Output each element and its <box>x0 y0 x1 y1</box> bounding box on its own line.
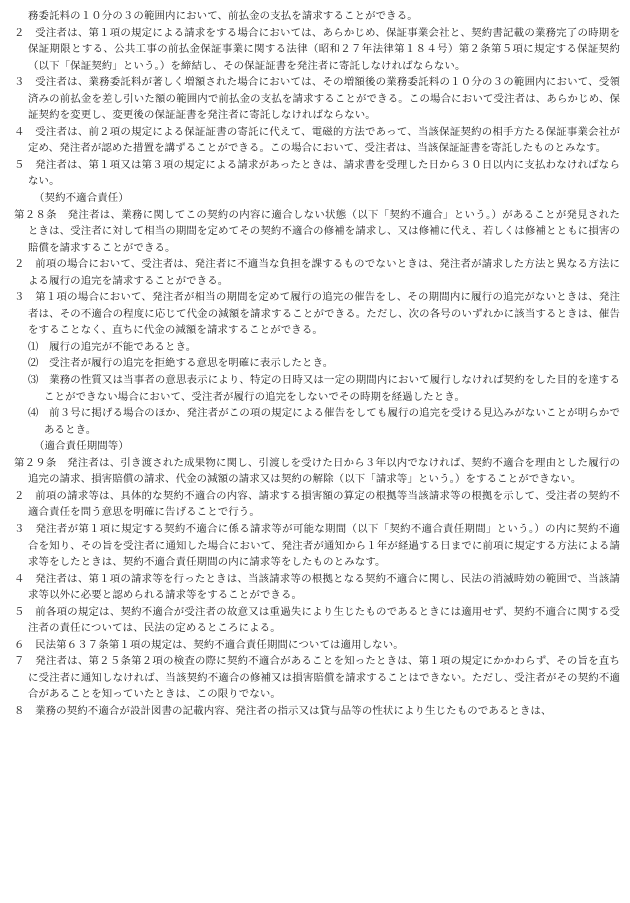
clause-paragraph: ３ 第１項の場合において、発注者が相当の期間を定めて履行の追完の催告をし、その期間内に履行の追完がないときは、発注者は、その不適合の程度に応じて代金の減額を請求することができる。ただし、次の各号のいずれかに該当するときは、催告をすることなく、直ちに代金の減額を請求することができる。 <box>14 291 620 337</box>
sub-item: ⑷ 前３号に掲げる場合のほか、発注者がこの項の規定による催告をしても履行の追完を受ける見込みがないことが明らかであるとき。 <box>28 407 620 436</box>
clause-paragraph: ６ 民法第６３７条第１項の規定は、契約不適合責任期間については適用しない。 <box>14 638 404 651</box>
article-paragraph: 第２８条 発注者は、業務に関してこの契約の内容に適合しない状態（以下「契約不適合」という。）があることが発見されたときは、受注者に対して相当の期間を定めてその契約不適合の修補を請求し、又は修補に代え、若しくは修補とともに損害の賠償を請求することができる。 <box>14 208 620 254</box>
clause-paragraph: ４ 受注者は、前２項の規定による保証証書の寄託に代えて、電磁的方法であって、当該保証契約の相手方たる保証事業会社が定め、発注者が認めた措置を講ずることができる。この場合において、受注者は、当該保証証書を寄託したものとみなす。 <box>14 125 620 155</box>
section-heading: （適合責任期間等） <box>34 440 129 453</box>
clause-paragraph: ３ 受注者は、業務委託料が著しく増額された場合においては、その増額後の業務委託料の１０分の３の範囲内において、受領済みの前払金を差し引いた額の範囲内で前払金の支払を請求することができる。この場合において受注者は、あらかじめ、保証契約を変更し、変更後の保証証書を発注者に寄託しなければならない。 <box>14 76 620 122</box>
sub-item: ⑶ 業務の性質又は当事者の意思表示により、特定の日時又は一定の期間内において履行しなければ契約をした目的を達することができない場合において、受注者が履行の追完をしないでその時期を経過したとき。 <box>28 374 620 403</box>
clause-paragraph: 務委託料の１０分の３の範囲内において、前払金の支払を請求することができる。 <box>28 10 418 22</box>
clause-paragraph: ８ 業務の契約不適合が設計図書の記載内容、発注者の指示又は貸与品等の性状により生じたものであるときは、 <box>14 704 552 717</box>
clause-paragraph: ４ 発注者は、第１項の請求等を行ったときは、当該請求等の根拠となる契約不適合に関し、民法の消滅時効の範囲で、当該請求等以外に必要と認められる請求等をすることができる。 <box>14 572 620 602</box>
sub-item: ⑴ 履行の追完が不能であるとき。 <box>28 340 197 353</box>
clause-paragraph: ２ 前項の場合において、受注者は、発注者に不適当な負担を課するものでないときは、発注者が請求した方法と異なる方法による履行の追完を請求することができる。 <box>14 258 620 287</box>
clause-paragraph: ２ 前項の請求等は、具体的な契約不適合の内容、請求する損害額の算定の根拠等当該請求等の根拠を示して、受注者の契約不適合責任を問う意思を明確に告げることで行う。 <box>14 489 620 519</box>
section-heading: （契約不適合責任） <box>34 192 129 205</box>
clause-paragraph: ３ 発注者が第１項に規定する契約不適合に係る請求等が可能な期間（以下「契約不適合責任期間」という。）の内に契約不適合を知り、その旨を受注者に通知した場合において、発注者が通知から１年が経過する日までに前項に規定する方法による請求等をしたときは、契約不適合責任期間の内に請求等をしたものとみなす。 <box>14 522 620 569</box>
clause-paragraph: ５ 発注者は、第１項又は第３項の規定による請求があったときは、請求書を受理した日から３０日以内に支払わなければならない。 <box>14 158 620 188</box>
article-paragraph: 第２９条 発注者は、引き渡された成果物に関し、引渡しを受けた日から３年以内でなければ、契約不適合を理由とした履行の追完の請求、損害賠償の請求、代金の減額の請求又は契約の解除（以下「請求等」という。）をすることができない。 <box>14 456 620 486</box>
clause-paragraph: ２ 受注者は、第１項の規定による請求をする場合においては、あらかじめ、保証事業会社と、契約書記載の業務完了の時期を保証期限とする、公共工事の前払金保証事業に関する法律（昭和２７年法律第１８４号）第２条第５項に規定する保証契約（以下「保証契約」という。）を締結し、その保証証書を発注者に寄託しなければならない。 <box>14 26 620 72</box>
clause-paragraph: ５ 前各項の規定は、契約不適合が受注者の故意又は重過失により生じたものであるときには適用せず、契約不適合に関する受注者の責任については、民法の定めるところによる。 <box>14 605 620 635</box>
clause-paragraph: ７ 発注者は、第２５条第２項の検査の際に契約不適合があることを知ったときは、第１項の規定にかかわらず、その旨を直ちに受注者に通知しなければ、当該契約不適合の修補又は損害賠償を請求することはできない。ただし、受注者がその契約不適合があることを知っていたときは、この限りでない。 <box>14 655 620 701</box>
sub-item: ⑵ 受注者が履行の追完を拒絶する意思を明確に表示したとき。 <box>28 357 334 370</box>
